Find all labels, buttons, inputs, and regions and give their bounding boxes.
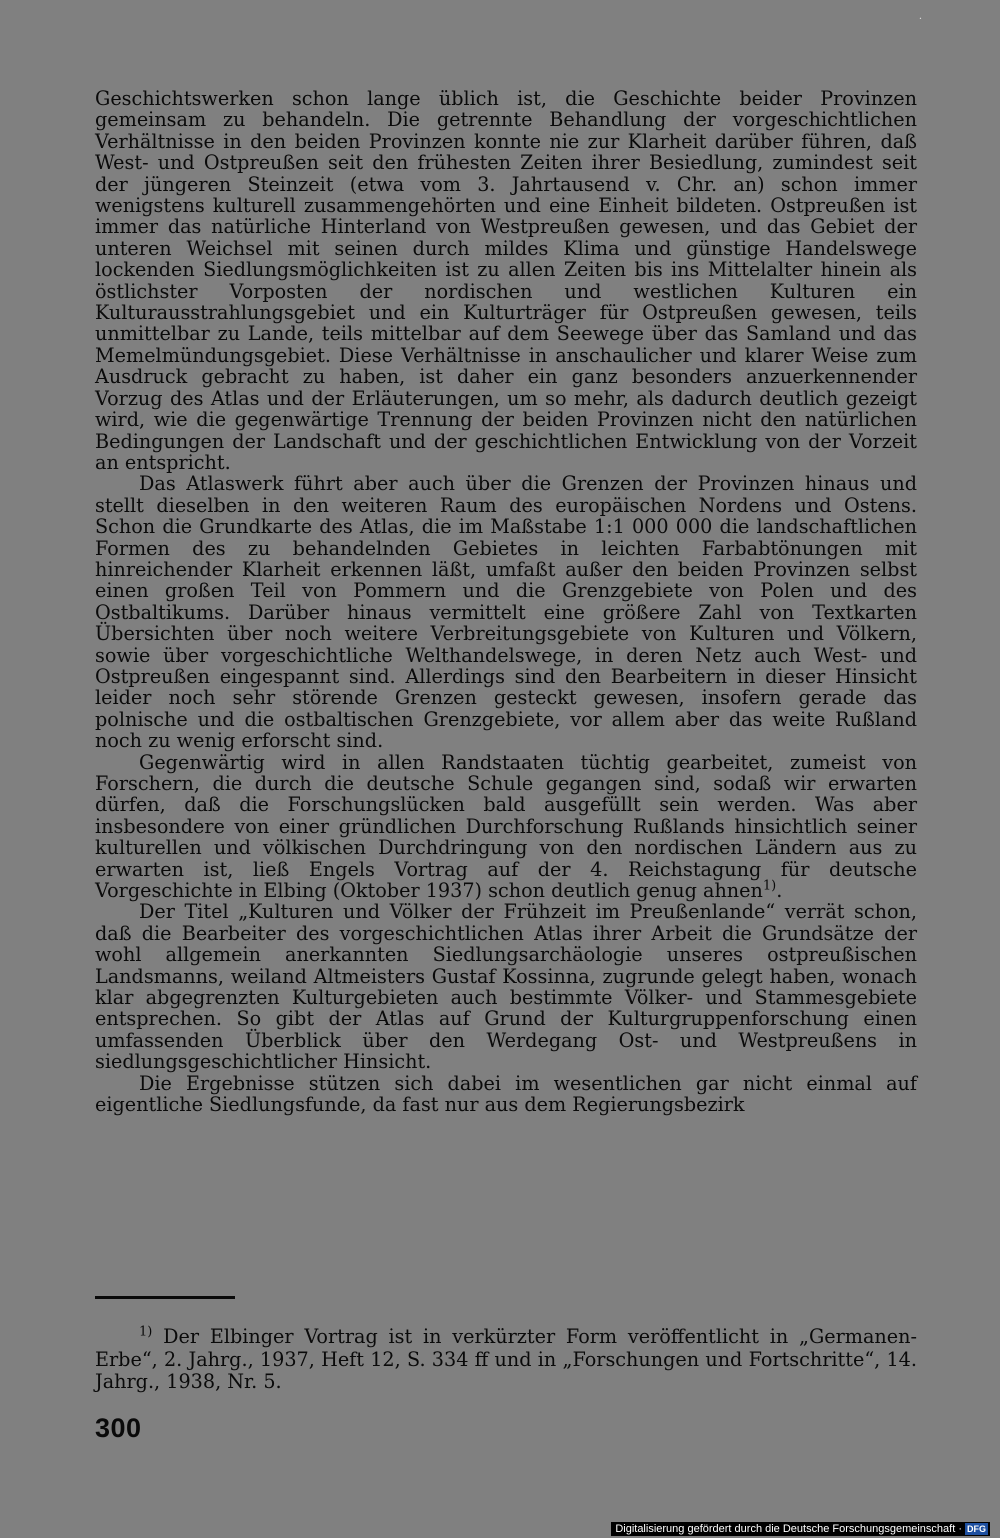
footnote-text: Der Elbinger Vortrag ist in verkürzter Form veröffentlicht in „Germanen-Erbe“, 2. Jahrg., 1937, Heft 12, S. 334 ff und in „Forschungen und Fortschritte“, 14. Jahrg., 1938, Nr. 5. [95, 1325, 917, 1393]
footnote-reference[interactable]: 1) [762, 878, 777, 894]
paragraph-1: Geschichtswerken schon lange üblich ist, die Geschichte beider Provinzen gemeinsam zu behandeln. Die getrennte Behandlung der vorgeschichtlichen Verhältnisse in den beiden Provinzen konnte nie zur Klarheit darüber führen, daß West- und Ostpreußen seit den frühesten Zeiten ihrer Besiedlung, zumindest seit der jüngeren Steinzeit (etwa vom 3. Jahrtausend v. Chr. an) schon immer wenigstens kulturell zusammengehörten und eine Einheit bildeten. Ostpreußen ist immer das natürliche Hinterland von Westpreußen gewesen, und das Gebiet der unteren Weichsel mit seinen durch mildes Klima und günstige Handelswege lockenden Siedlungsmöglichkeiten ist zu allen Zeiten bis ins Mittelalter hinein als östlichster Vorposten der nordischen und westlichen Kulturen ein Kulturausstrahlungsgebiet und ein Kulturträger für Ostpreußen gewesen, teils unmittelbar zu Lande, teils mittelbar auf dem Seewege über das Samland und das Memelmündungsgebiet. Diese Verhältnisse in anschaulicher und klarer Weise zum Ausdruck gebracht zu haben, ist daher ein ganz besonders anzuerkennender Vorzug des Atlas und der Erläuterungen, um so mehr, als dadurch deutlich gezeigt wird, wie die gegenwärtige Trennung der beiden Provinzen nicht den natürlichen Bedingungen der Landschaft und der geschichtlichen Entwicklung von der Vorzeit an entspricht. [95, 87, 917, 474]
paragraph-3 [95, 752, 917, 902]
paragraph-3-end: . [776, 879, 783, 903]
paragraph-2: Das Atlaswerk führt aber auch über die Grenzen der Provinzen hinaus und stellt dieselben in den weiteren Raum des europäischen Nordens und Ostens. Schon die Grundkarte des Atlas, die im Maßstabe 1:1 000 000 die landschaftlichen Formen des zu behandelnden Gebietes in leichten Farbabtönungen mit hinreichender Klarheit erkennen läßt, umfaßt außer den beiden Provinzen selbst einen großen Teil von Pommern und die Grenzgebiete von Polen und des Ostbaltikums. Darüber hinaus vermittelt eine größere Zahl von Textkarten Übersichten über noch weitere Verbreitungsgebiete von Kulturen und Völkern, sowie über vorgeschichtliche Welthandelswege, in deren Netz auch West- und Ostpreußen eingespannt sind. Allerdings sind den Bearbeitern in dieser Hinsicht leider noch sehr störende Grenzen gesteckt gewesen, insofern gerade das polnische und die ostbaltischen Grenzgebiete, vor allem aber das weite Rußland noch zu wenig erforscht sind. [95, 472, 917, 753]
page-body [95, 88, 917, 1116]
digitization-credit [611, 1522, 990, 1536]
footnote [95, 1326, 917, 1394]
footnote-divider [95, 1296, 235, 1299]
paragraph-5: Die Ergebnisse stützen sich dabei im wesentlichen gar nicht einmal auf eigentliche Siedlungsfunde, da fast nur aus dem Regierungsbezirk [95, 1071, 917, 1117]
corner-mark: · [918, 14, 922, 25]
credit-text: Digitalisierung gefördert durch die Deutsche Forschungsgemeinschaft · [615, 1523, 962, 1535]
footnote-marker: 1) [139, 1324, 153, 1340]
dfg-logo-icon: DFG [967, 1524, 986, 1534]
paragraph-3-text: Gegenwärtig wird in allen Randstaaten tüchtig gearbeitet, zumeist von Forschern, die durch die deutsche Schule gegangen sind, sodaß wir erwarten dürfen, daß die Forschungslücken bald ausgefüllt sein werden. Was aber insbesondere von einer gründlichen Durchforschung Rußlands hinsichtlich seiner kulturellen und völkischen Durchdringung von den nordischen Ländern aus zu erwarten ist, ließ Engels Vortrag auf der 4. Reichstagung für deutsche Vorgeschichte in Elbing (Oktober 1937) schon deutlich genug ahnen [95, 750, 917, 903]
page-number: 300 [95, 1413, 142, 1443]
paragraph-4: Der Titel „Kulturen und Völker der Frühzeit im Preußenlande“ verrät schon, daß die Bearbeiter des vorgeschichtlichen Atlas ihrer Arbeit die Grundsätze der wohl allgemein anerkannten Siedlungsarchäologie unseres ostpreußischen Landsmanns, weiland Altmeisters Gustaf Kossinna, zugrunde gelegt haben, wonach klar abgegrenzten Kulturgebieten auch bestimmte Völker- und Stammesgebiete entsprechen. So gibt der Atlas auf Grund der Kulturgruppenforschung einen umfassenden Überblick über den Werdegang Ost- und Westpreußens in siedlungsgeschichtlicher Hinsicht. [95, 900, 917, 1074]
